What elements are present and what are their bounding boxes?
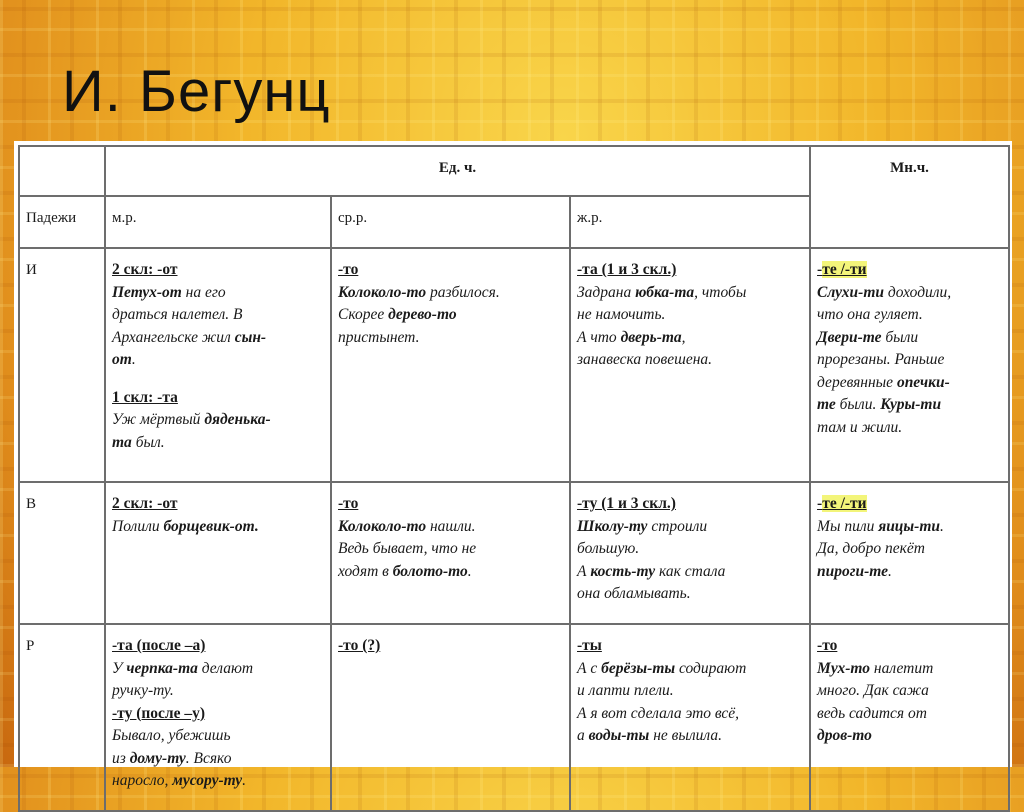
text-run: -ту (1 и 3 скл.) (577, 495, 676, 512)
table-row-accusative (19, 482, 1009, 624)
cell-line (338, 635, 563, 658)
cell-line (112, 282, 324, 305)
cell-line (577, 304, 803, 327)
text-run: А что (577, 328, 621, 346)
text-run: -то (817, 637, 838, 654)
text-run: 1 скл: -та (112, 388, 178, 406)
text-run: ведь садится от (817, 704, 927, 722)
text-run: . (888, 562, 892, 580)
text-run: дверь-та (620, 328, 682, 346)
text-run: А я вот сделала это всё, (577, 704, 740, 722)
header-padezhi: Падежи (19, 196, 105, 248)
text-run: Куры-ти (880, 396, 942, 413)
text-run: от (112, 351, 132, 368)
corner-cell (19, 146, 105, 196)
text-run: дяденька- (204, 411, 271, 428)
cell-line (577, 583, 803, 606)
cell-line (112, 327, 324, 350)
text-run: не намочить. (577, 306, 666, 323)
cell-line (577, 493, 803, 516)
cell-line (112, 703, 324, 726)
text-run: Школу-ту (577, 517, 648, 535)
text-run: те /-ти (822, 261, 867, 278)
cell-line (112, 259, 324, 282)
text-run: много. Дак сажа (817, 682, 929, 699)
text-run: большую. (577, 540, 640, 557)
text-run: сын- (234, 328, 267, 346)
header-feminine: ж.р. (570, 196, 810, 248)
text-run: как стала (655, 562, 726, 580)
text-run: что она гуляет. (817, 306, 923, 323)
text-run: прорезаны. Раньше (817, 351, 945, 368)
cell-line (338, 259, 563, 282)
cell-line (817, 516, 1002, 539)
cell-line (577, 561, 803, 584)
text-run: Мы пили (817, 517, 879, 535)
cell-line (338, 538, 563, 561)
text-run: драться налетел. В (112, 306, 243, 323)
cell-line (577, 725, 803, 748)
header-masculine: м.р. (105, 196, 331, 248)
cell-line (338, 282, 563, 305)
cell-line (577, 680, 803, 703)
text-run: -то (?) (338, 637, 381, 654)
text-run: дому-ту (129, 749, 186, 767)
cell-line (338, 304, 563, 327)
text-run: дерево-то (388, 306, 457, 323)
cell-masculine (105, 624, 331, 811)
text-run: из (112, 749, 130, 767)
text-run: Бывало, убежишь (112, 727, 231, 744)
cell-masculine (105, 482, 331, 624)
text-run: Задрана (577, 283, 636, 301)
text-run: содирают (675, 659, 747, 677)
text-run: Колоколо-то (338, 283, 427, 301)
text-run: -та (1 и 3 скл.) (577, 261, 677, 278)
text-run: разбилося. (426, 283, 500, 301)
text-run: наросло, (112, 772, 173, 789)
header-neuter: ср.р. (331, 196, 570, 248)
cell-line (577, 282, 803, 305)
text-run: . (940, 517, 944, 535)
text-run: Мух-то (817, 659, 871, 677)
text-run: деревянные (817, 373, 897, 391)
text-run: Скорее (338, 306, 389, 323)
cell-neuter (331, 624, 570, 811)
text-run: . Всяко (185, 749, 232, 767)
header-plural: Мн.ч. (810, 146, 1009, 248)
case-label: В (19, 482, 105, 624)
text-run: -та (после –а) (112, 637, 206, 654)
text-run: -ты (577, 637, 602, 654)
table-sheet (14, 141, 1012, 789)
text-run: были. (835, 396, 881, 413)
text-run: черпка-та (126, 659, 198, 677)
cell-line (817, 372, 1002, 395)
text-run: Слухи-ти (817, 283, 885, 301)
cell-line (338, 516, 563, 539)
text-run: те /-ти (822, 495, 867, 512)
cell-line (112, 349, 324, 372)
cell-line (112, 680, 324, 703)
cell-line (112, 432, 324, 455)
cell-line (817, 259, 1002, 282)
cell-plural (810, 248, 1009, 482)
cell-neuter (331, 248, 570, 482)
cell-line (817, 282, 1002, 305)
cell-plural (810, 482, 1009, 624)
cell-line (577, 349, 803, 372)
text-run: , чтобы (694, 283, 747, 301)
text-run: ручку-ту. (112, 682, 174, 699)
text-run: А с (577, 659, 602, 677)
case-label: Р (19, 624, 105, 811)
cell-line (817, 493, 1002, 516)
text-run: яицы-ти (878, 517, 941, 535)
cell-line (817, 349, 1002, 372)
text-run: Уж мёртвый (112, 411, 205, 428)
cell-line (817, 327, 1002, 350)
cell-feminine (570, 624, 810, 811)
cell-line (112, 516, 324, 539)
text-run: налетит (870, 659, 934, 677)
text-run: она обламывать. (577, 585, 691, 602)
text-run: делают (197, 659, 254, 677)
cell-line (112, 387, 324, 410)
cell-masculine (105, 248, 331, 482)
cell-line (817, 680, 1002, 703)
text-run: 2 скл: -от (112, 261, 178, 278)
text-run: Полили (112, 517, 164, 535)
cell-line (112, 770, 324, 793)
text-run: там и жили. (817, 418, 903, 436)
slide-title: И. Бегунц (62, 59, 331, 124)
text-run: строили (647, 517, 708, 535)
cell-line (817, 417, 1002, 440)
cell-line (112, 635, 324, 658)
text-run: А (577, 562, 591, 580)
text-run: дров-то (817, 727, 872, 744)
text-run: юбка-та (635, 283, 695, 301)
text-run: доходили, (884, 283, 952, 301)
text-run: нашли. (426, 517, 476, 535)
text-run: Колоколо-то (338, 517, 427, 535)
text-run: пироги-те (817, 562, 889, 580)
cell-line (112, 658, 324, 681)
text-run: были (881, 328, 919, 346)
cell-line (338, 493, 563, 516)
text-run: Архангельске жил (112, 328, 235, 346)
cell-line (817, 538, 1002, 561)
text-run: Двери-те (817, 328, 882, 346)
text-run: . (131, 351, 136, 368)
text-run: . (467, 562, 472, 580)
text-run: ходят в (338, 562, 393, 580)
cell-neuter (331, 482, 570, 624)
cell-line (112, 409, 324, 432)
text-run: воды-ты (588, 727, 650, 744)
text-run: 2 скл: -от (112, 495, 178, 512)
cell-line (817, 394, 1002, 417)
text-run: мусору-ту (172, 772, 243, 789)
cell-line (817, 658, 1002, 681)
cell-line (577, 516, 803, 539)
text-run: был. (131, 433, 165, 451)
cell-line (112, 748, 324, 771)
text-run: -то (338, 261, 359, 278)
text-run: - (817, 261, 823, 278)
table-row-genitive (19, 624, 1009, 811)
case-endings-table (18, 145, 1010, 812)
cell-line (577, 635, 803, 658)
text-run: Ведь бывает, что не (338, 540, 477, 557)
text-run: Петух-от (112, 283, 182, 301)
text-run: берёзы-ты (601, 659, 676, 677)
cell-line (577, 658, 803, 681)
text-run: та (112, 433, 132, 451)
header-row-groups (19, 146, 1009, 196)
cell-line (817, 304, 1002, 327)
cell-line (577, 327, 803, 350)
cell-line (817, 725, 1002, 748)
cell-plural (810, 624, 1009, 811)
cell-line (817, 703, 1002, 726)
cell-spacer (112, 372, 324, 387)
text-run: кость-ту (590, 562, 656, 580)
text-run: не вылила. (649, 727, 722, 744)
text-run: и лапти плели. (577, 682, 674, 699)
cell-line (338, 327, 563, 350)
text-run: -то (338, 495, 359, 512)
text-run: пристынет. (338, 328, 420, 346)
cell-line (817, 635, 1002, 658)
cell-line (112, 725, 324, 748)
text-run: , (681, 328, 686, 346)
cell-line (577, 703, 803, 726)
text-run: Да, добро пекёт (817, 540, 925, 557)
header-singular: Ед. ч. (105, 146, 810, 196)
text-run: занавеска повешена. (577, 351, 713, 368)
text-run: -ту (после –у) (112, 704, 206, 722)
cell-line (577, 538, 803, 561)
cell-feminine (570, 248, 810, 482)
case-label: И (19, 248, 105, 482)
cell-line (577, 259, 803, 282)
cell-line (817, 561, 1002, 584)
text-run: те (817, 396, 836, 413)
text-run: на его (181, 283, 226, 301)
table-row-nominative (19, 248, 1009, 482)
text-run: У (112, 659, 127, 677)
text-run: опечки- (896, 373, 950, 391)
text-run: - (817, 495, 823, 512)
cell-line (112, 493, 324, 516)
text-run: борщевик-от. (163, 517, 259, 535)
text-run: болото-то (392, 562, 468, 580)
cell-line (338, 561, 563, 584)
cell-feminine (570, 482, 810, 624)
text-run: . (242, 772, 247, 789)
text-run: а (577, 727, 589, 744)
cell-line (112, 304, 324, 327)
